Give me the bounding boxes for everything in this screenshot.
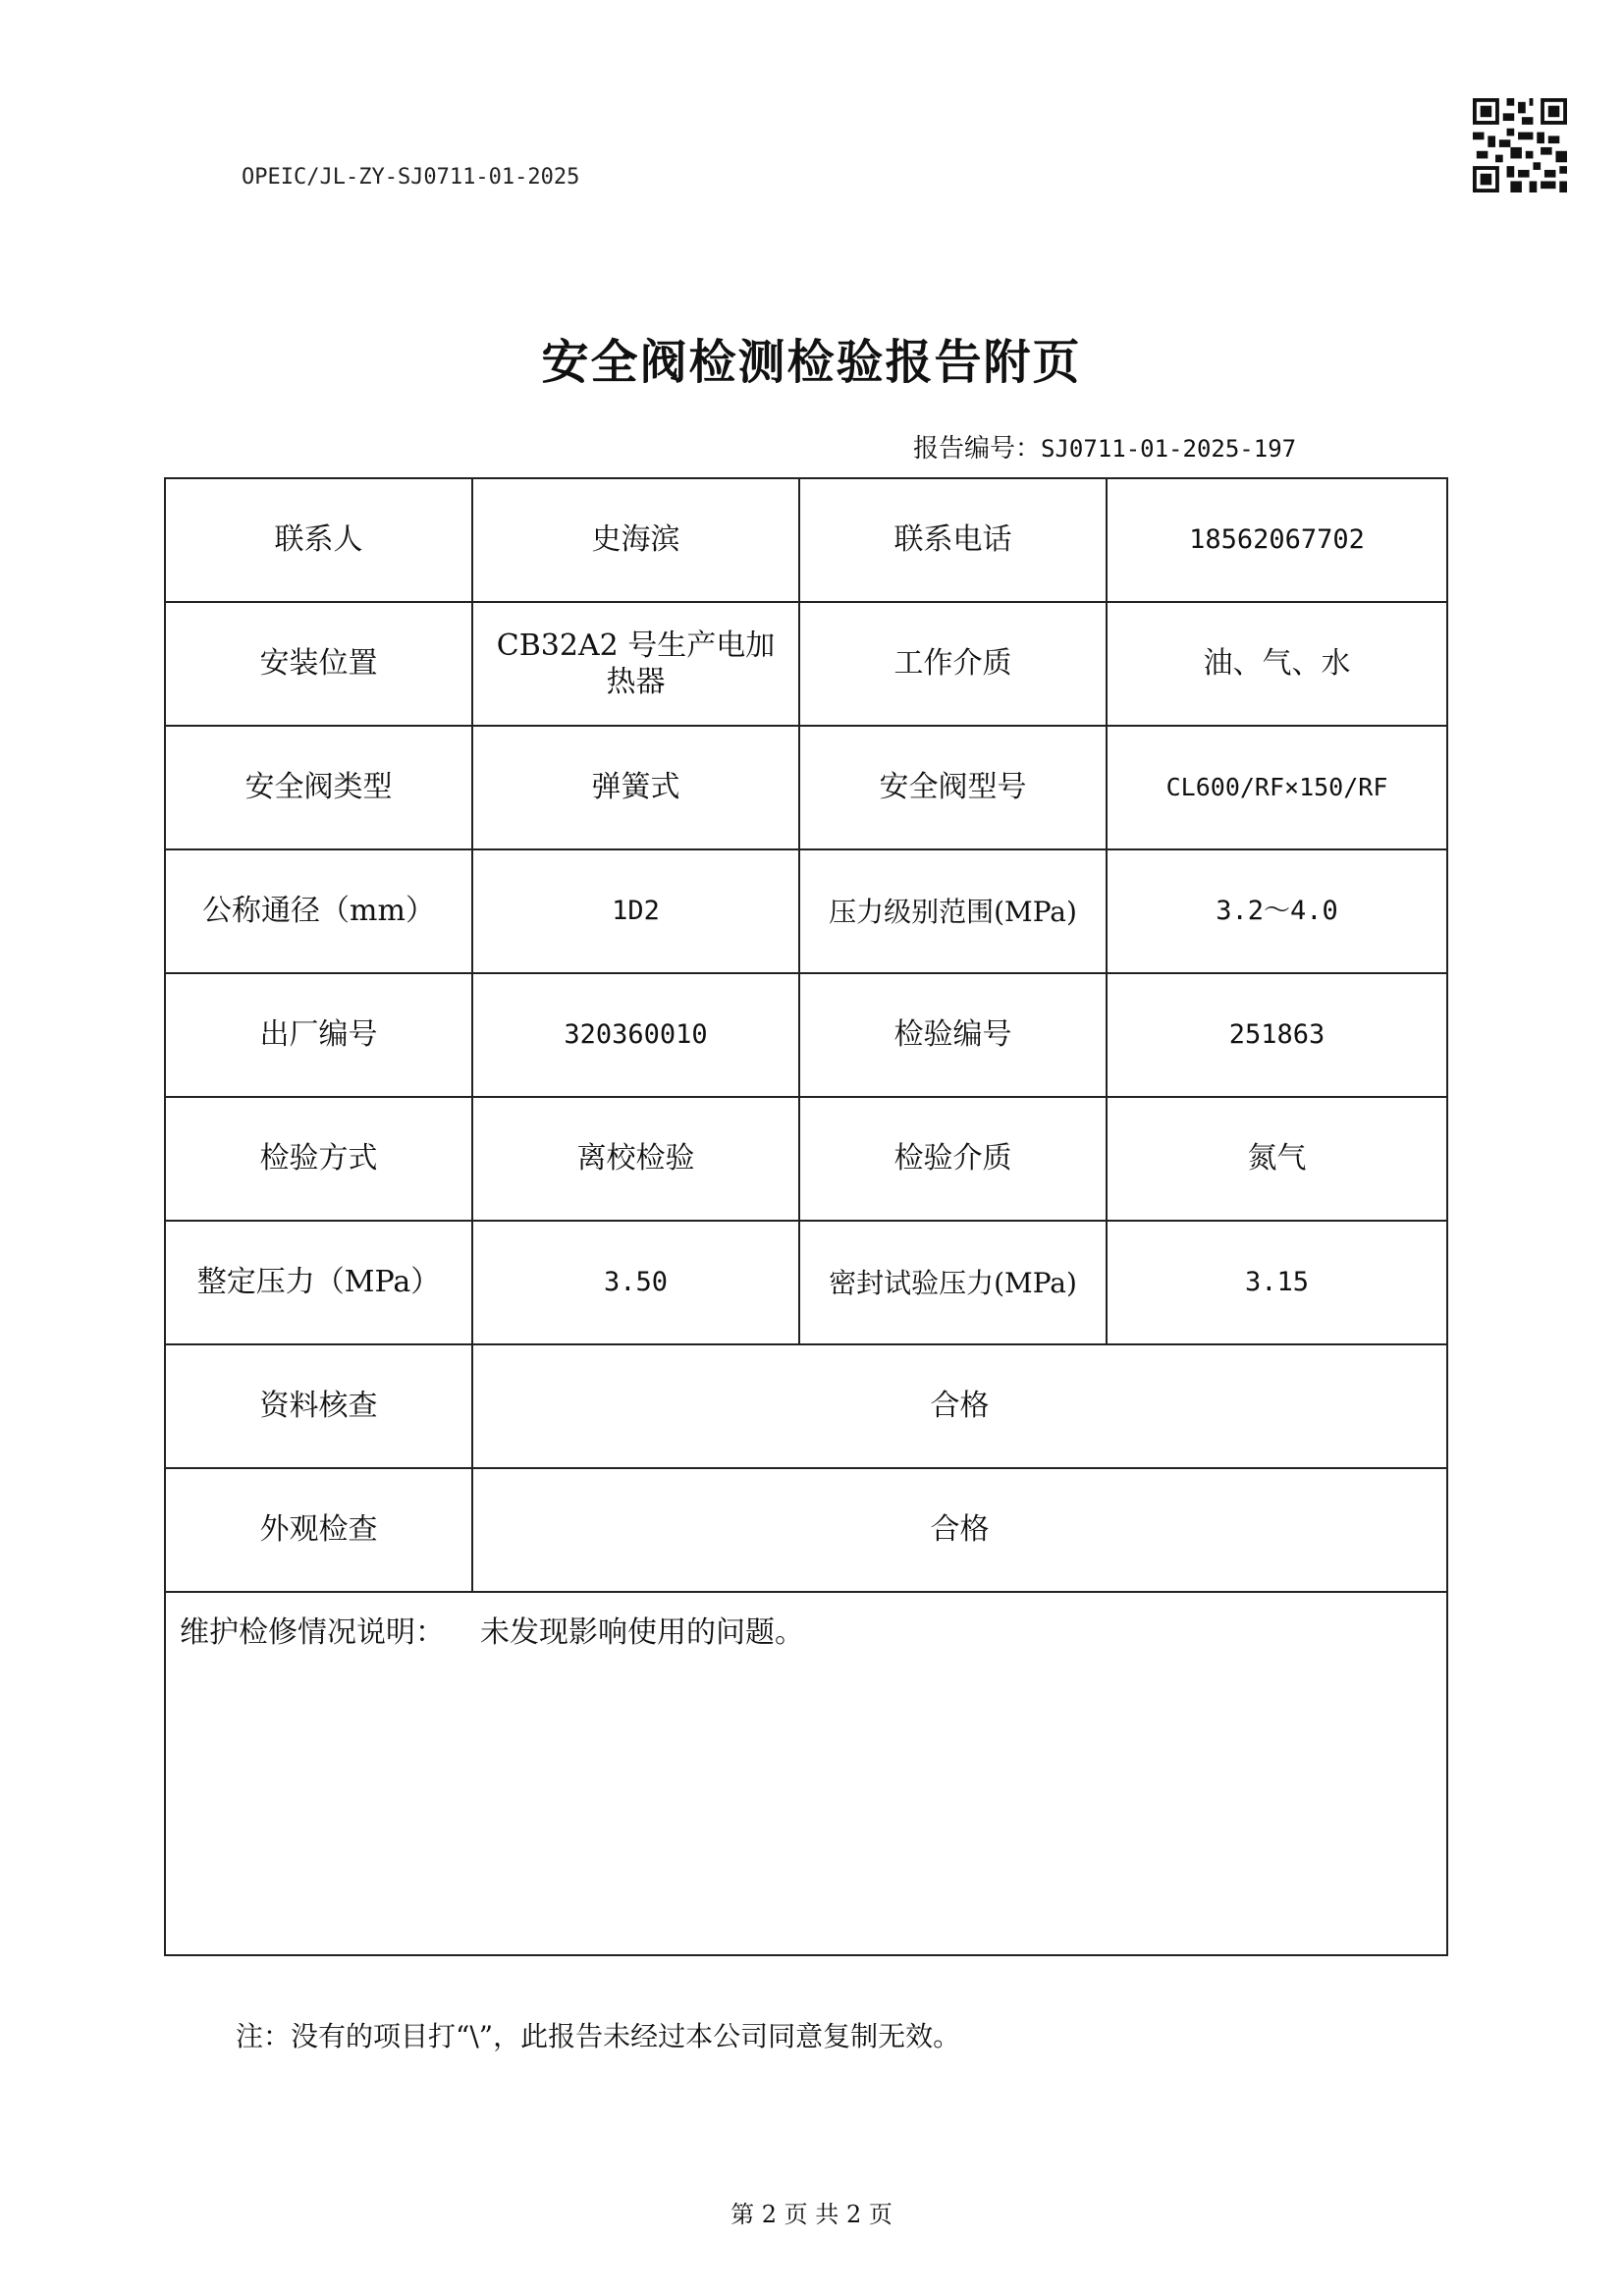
page-number: 第 2 页 共 2 页 (730, 2201, 893, 2228)
remarks-cell (165, 1592, 1447, 1955)
field-label: 联系电话 (799, 478, 1107, 602)
remarks-value: 未发现影响使用的问题。 (480, 1615, 804, 1650)
footnote: 注：没有的项目打“\”，此报告未经过本公司同意复制无效。 (236, 2020, 961, 2052)
field-label: 检验编号 (799, 973, 1107, 1097)
field-label: 安全阀型号 (799, 726, 1107, 849)
document-code: OPEIC/JL-ZY-SJ0711-01-2025 (242, 165, 580, 190)
table-row (165, 849, 1447, 973)
table-row (165, 1592, 1447, 1955)
field-value: 油、气、水 (1107, 602, 1447, 726)
inspection-table (164, 477, 1448, 1956)
table-row (165, 1468, 1447, 1592)
field-label: 出厂编号 (165, 973, 472, 1097)
table-row (165, 726, 1447, 849)
field-value: 弹簧式 (472, 726, 799, 849)
field-label: 安装位置 (165, 602, 472, 726)
qr-code-icon (1473, 98, 1567, 192)
doc-check-value: 合格 (472, 1344, 1447, 1468)
field-label: 联系人 (165, 478, 472, 602)
field-label: 密封试验压力(MPa) (799, 1221, 1107, 1344)
remarks-label: 维护检修情况说明： (180, 1615, 445, 1650)
field-value: CB32A2 号生产电加热器 (472, 602, 799, 726)
field-value: 251863 (1107, 973, 1447, 1097)
field-value: 3.15 (1107, 1221, 1447, 1344)
appearance-check-value: 合格 (472, 1468, 1447, 1592)
table-row (165, 1097, 1447, 1221)
report-number (913, 428, 1296, 465)
field-value: 史海滨 (472, 478, 799, 602)
field-value: 3.2～4.0 (1107, 849, 1447, 973)
doc-check-label: 资料核查 (165, 1344, 472, 1468)
field-label: 检验介质 (799, 1097, 1107, 1221)
field-value: 1D2 (472, 849, 799, 973)
page-title: 安全阀检测检验报告附页 (541, 335, 1082, 390)
field-label: 压力级别范围(MPa) (799, 849, 1107, 973)
report-number-label: 报告编号： (913, 434, 1042, 464)
field-label: 安全阀类型 (165, 726, 472, 849)
field-label: 工作介质 (799, 602, 1107, 726)
field-value: 3.50 (472, 1221, 799, 1344)
field-value: 320360010 (472, 973, 799, 1097)
field-value: 离校检验 (472, 1097, 799, 1221)
field-value: 氮气 (1107, 1097, 1447, 1221)
field-value: CL600/RF×150/RF (1107, 726, 1447, 849)
field-label: 检验方式 (165, 1097, 472, 1221)
table-row (165, 602, 1447, 726)
table-row (165, 973, 1447, 1097)
field-label: 整定压力（MPa） (165, 1221, 472, 1344)
report-number-value: SJ0711-01-2025-197 (1041, 435, 1297, 463)
table-row (165, 1221, 1447, 1344)
field-value: 18562067702 (1107, 478, 1447, 602)
table-row (165, 478, 1447, 602)
appearance-check-label: 外观检查 (165, 1468, 472, 1592)
table-row (165, 1344, 1447, 1468)
field-label: 公称通径（mm） (165, 849, 472, 973)
